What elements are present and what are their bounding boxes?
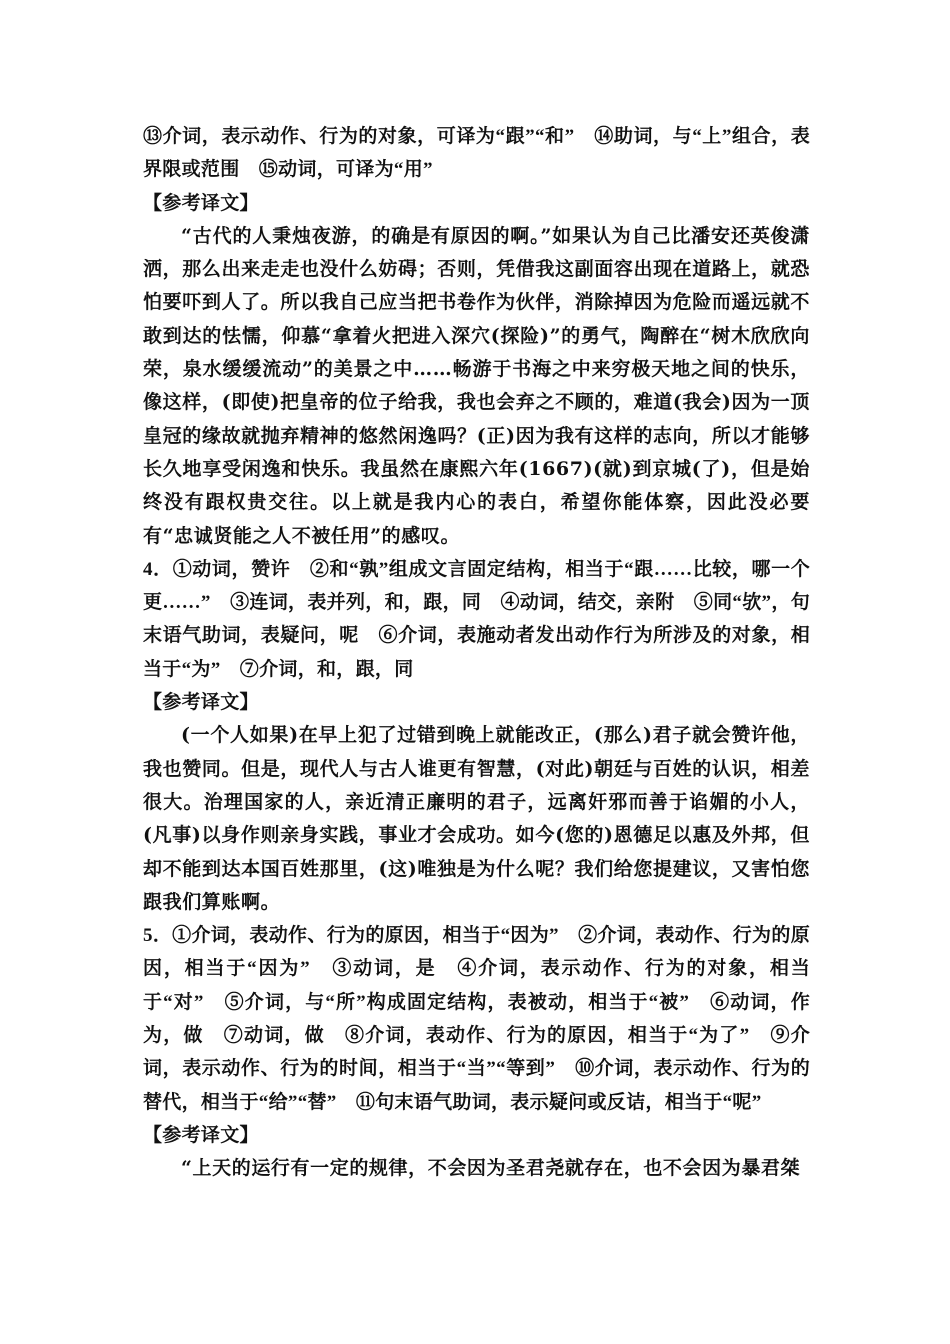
translation-paragraph: (一个人如果)在早上犯了过错到晚上就能改正，(那么)君子就会赞许他，我也赞同。但是，现代人与古人谁更有智慧，(对此)朝廷与百姓的认识，相差很大。治理国家的人，亲近清正廉明的君子，远离奸邪而善于谄媚的小人，(凡事)以身作则亲身实践，事业才会成功。如今(您的)恩德足以惠及外邦，但却不能到达本国百姓那里，(这)唯独是为什么呢？我们给您提建议，又害怕您跟我们算账啊。	[143, 724, 810, 913]
translation-paragraph: “上天的运行有一定的规律，不会因为圣君尧就存在，也不会因为暴君桀	[181, 1157, 801, 1180]
answer-5: 5．①介词，表动作、行为的原因，相当于“因为” ②介词，表动作、行为的原因，相当于“因为” ③动词，是 ④介词，表示动作、行为的对象，相当于“对” ⑤介词，与“所”构成固定结构，表被动，相当于“被” ⑥动词，作为，做 ⑦动词，做 ⑧介词，表动作、行为的原因，相当于“为了” ⑨介词，表示动作、行为的时间，相当于“当”“等到” ⑩介词，表示动作、行为的替代，相当于“给”“替” ⑪句末语气助词，表示疑问或反诘，相当于“呢”	[143, 925, 810, 1113]
answer-4: 4．①动词，赞许 ②和“孰”组成文言固定结构，相当于“跟……比较，哪一个更……” ③连词，表并列，和，跟，同 ④动词，结交，亲附 ⑤同“欤”，句末语气助词，表疑问，呢 ⑥介词，表施动者发出动作行为所涉及的对象，相当于“为” ⑦介词，和，跟，同	[143, 558, 810, 680]
translation-heading: 【参考译文】	[143, 692, 259, 714]
translation-heading: 【参考译文】	[143, 192, 259, 214]
translation-heading: 【参考译文】	[143, 1124, 259, 1146]
translation-paragraph: “古代的人秉烛夜游，的确是有原因的啊。”如果认为自己比潘安还英俊潇洒，那么出来走走也没什么妨碍；否则，凭借我这副面容出现在道路上，就恐怕要吓到人了。所以我自己应当把书卷作为伙伴，消除掉因为危险而遥远就不敢到达的怯懦，仰慕“拿着火把进入深穴(探险)”的勇气，陶醉在“树木欣欣向荣，泉水缓缓流动”的美景之中……畅游于书海之中来穷极天地之间的快乐，像这样，(即使)把皇帝的位子给我，我也会弃之不顾的，难道(我会)因为一顶皇冠的缘故就抛弃精神的悠然闲逸吗？(正)因为我有这样的志向，所以才能够长久地享受闲逸和快乐。我虽然在康熙六年(1667)(就)到京城(了)，但是始终没有跟权贵交往。以上就是我内心的表白，希望你能体察，因此没必要有“忠诚贤能之人不被任用”的感叹。	[143, 224, 810, 547]
answer-13-15: ⑬介词，表示动作、行为的对象，可译为“跟”“和” ⑭助词，与“上”组合，表界限或范围 ⑮动词，可译为“用”	[143, 126, 810, 181]
